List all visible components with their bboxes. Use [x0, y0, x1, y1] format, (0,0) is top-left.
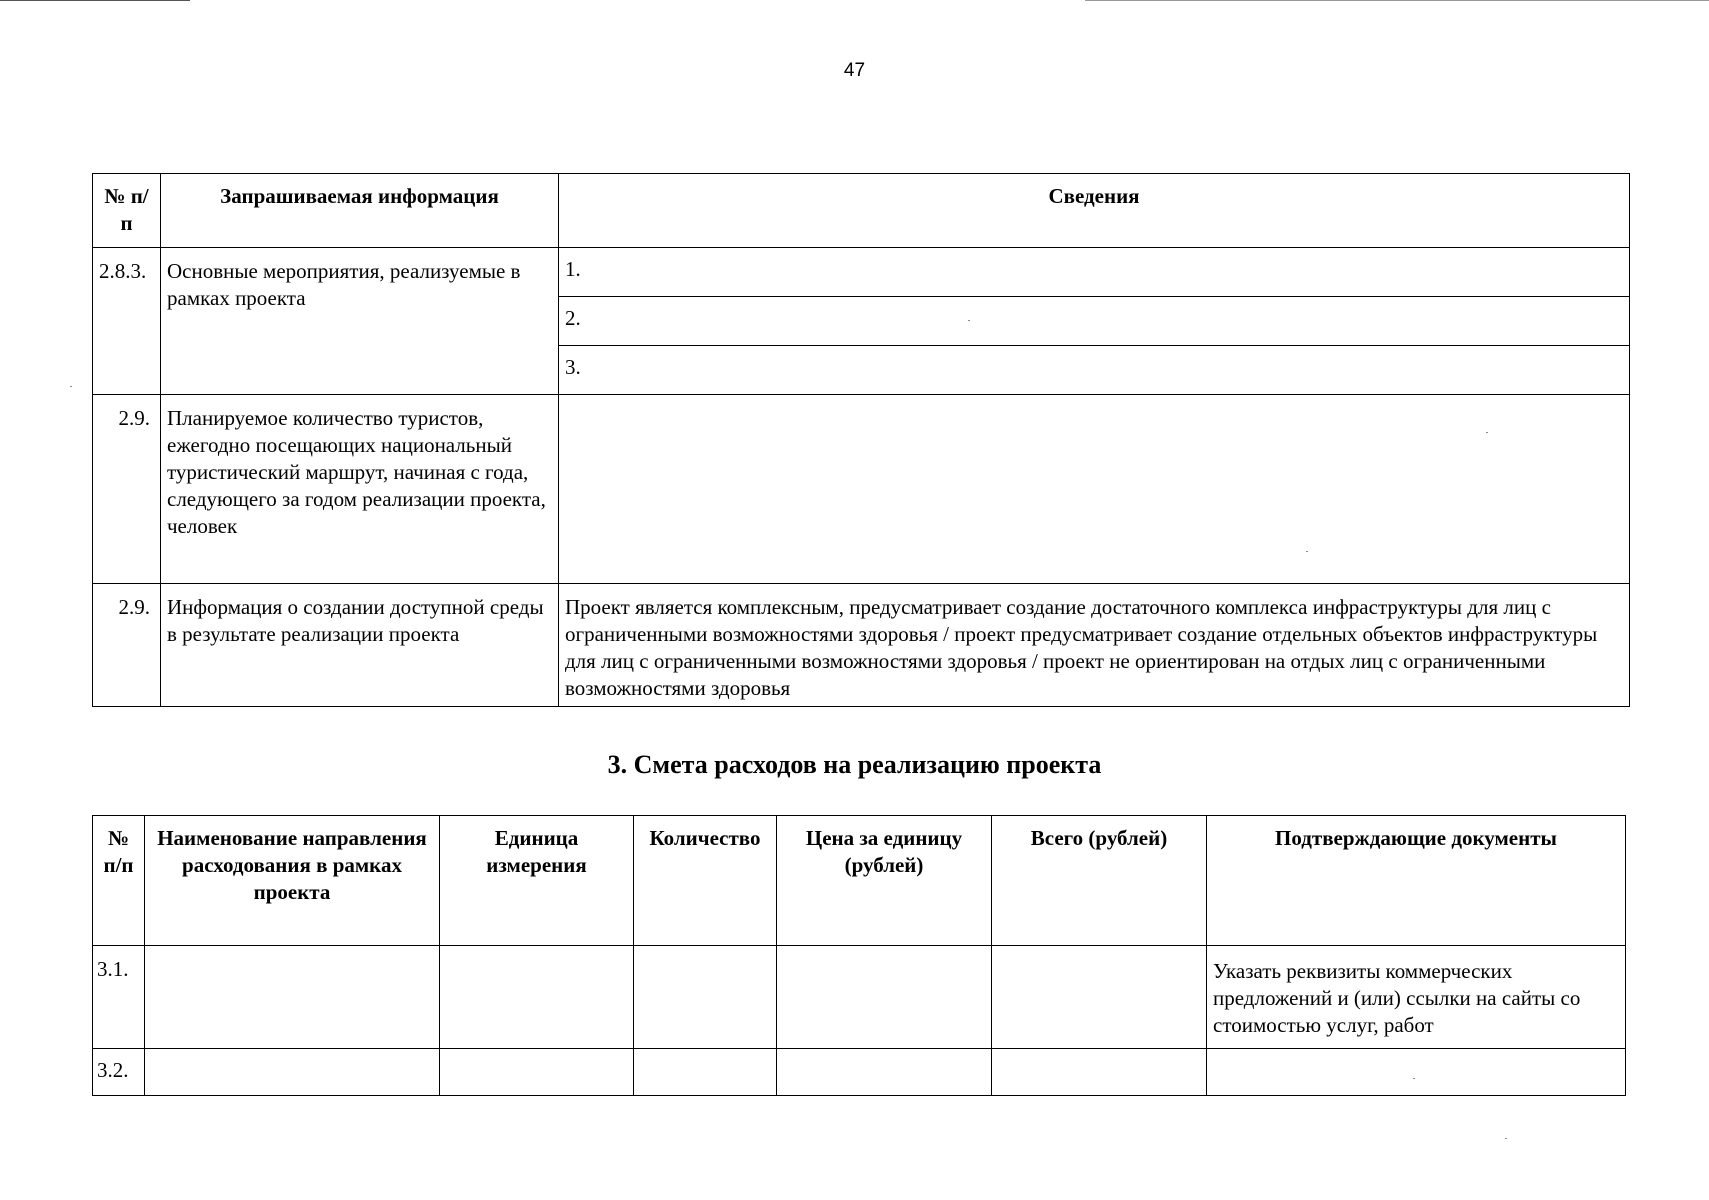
- header-unit-price: Цена за единицу (рублей): [777, 816, 992, 946]
- requested-info-cell: Основные мероприятия, реализуемые в рамках проекта: [161, 248, 559, 395]
- scan-speck: [1505, 1138, 1507, 1139]
- total-cell: [992, 946, 1207, 1049]
- scan-edge-line: [0, 0, 190, 1]
- row-number: 3.1.: [93, 946, 145, 1049]
- details-cell: Проект является комплексным, предусматривает создание достаточного комплекса инфраструктуры для лиц с ограниченными возможностями здоровья / проект предусматривает создание отдельных объектов инфраструктуры для лиц с ограниченными возможностями здоровья / проект не ориентирован на отдых лиц с ограниченными возможностями здоровья: [559, 584, 1630, 707]
- scan-speck: [1413, 1078, 1415, 1079]
- header-num: № п/п: [93, 174, 161, 248]
- quantity-cell: [634, 1049, 777, 1096]
- activity-item: 1.: [559, 248, 1630, 297]
- quantity-cell: [634, 946, 777, 1049]
- scan-speck: [1306, 551, 1308, 552]
- requested-info-cell: Информация о создании доступной среды в результате реализации проекта: [161, 584, 559, 707]
- unit-price-cell: [777, 1049, 992, 1096]
- row-number: 2.9.: [93, 395, 161, 584]
- budget-table: [92, 815, 1626, 1096]
- activity-item: 3.: [559, 346, 1630, 395]
- header-supporting-docs: Подтверждающие документы: [1207, 816, 1626, 946]
- table-header-row: [93, 816, 1626, 946]
- unit-cell: [440, 946, 634, 1049]
- supporting-docs-cell: Указать реквизиты коммерческих предложений и (или) ссылки на сайты со стоимостью услуг, работ: [1207, 946, 1626, 1049]
- table-row: [93, 1049, 1626, 1096]
- table-row: [93, 248, 1630, 297]
- scan-speck: [70, 386, 72, 387]
- header-num: № п/п: [93, 816, 145, 946]
- row-number: 2.9.: [93, 584, 161, 707]
- unit-price-cell: [777, 946, 992, 1049]
- header-requested-info: Запрашиваемая информация: [161, 174, 559, 248]
- unit-cell: [440, 1049, 634, 1096]
- table-row: [93, 584, 1630, 707]
- table-header-row: [93, 174, 1630, 248]
- total-cell: [992, 1049, 1207, 1096]
- requested-info-cell: Планируемое количество туристов, ежегодно посещающих национальный туристический маршрут, начиная с года, следующего за годом реализации проекта, человек: [161, 395, 559, 584]
- row-number: 2.8.3.: [93, 248, 161, 395]
- expense-name-cell: [145, 1049, 440, 1096]
- header-unit: Единица измерения: [440, 816, 634, 946]
- scan-speck: [1486, 432, 1488, 433]
- activity-item: 2.: [559, 297, 1630, 346]
- header-quantity: Количество: [634, 816, 777, 946]
- header-details: Сведения: [559, 174, 1630, 248]
- header-total: Всего (рублей): [992, 816, 1207, 946]
- table-row: [93, 395, 1630, 584]
- scan-edge-line: [1085, 0, 1709, 1]
- expense-name-cell: [145, 946, 440, 1049]
- section-title: 3. Смета расходов на реализацию проекта: [607, 750, 1102, 779]
- supporting-docs-cell: [1207, 1049, 1626, 1096]
- header-expense-name: Наименование направления расходования в рамках проекта: [145, 816, 440, 946]
- row-number: 3.2.: [93, 1049, 145, 1096]
- page-number: 47: [843, 60, 866, 81]
- table-row: [93, 946, 1626, 1049]
- scan-speck: [968, 320, 970, 321]
- project-info-table: [92, 173, 1630, 707]
- details-cell: [559, 395, 1630, 584]
